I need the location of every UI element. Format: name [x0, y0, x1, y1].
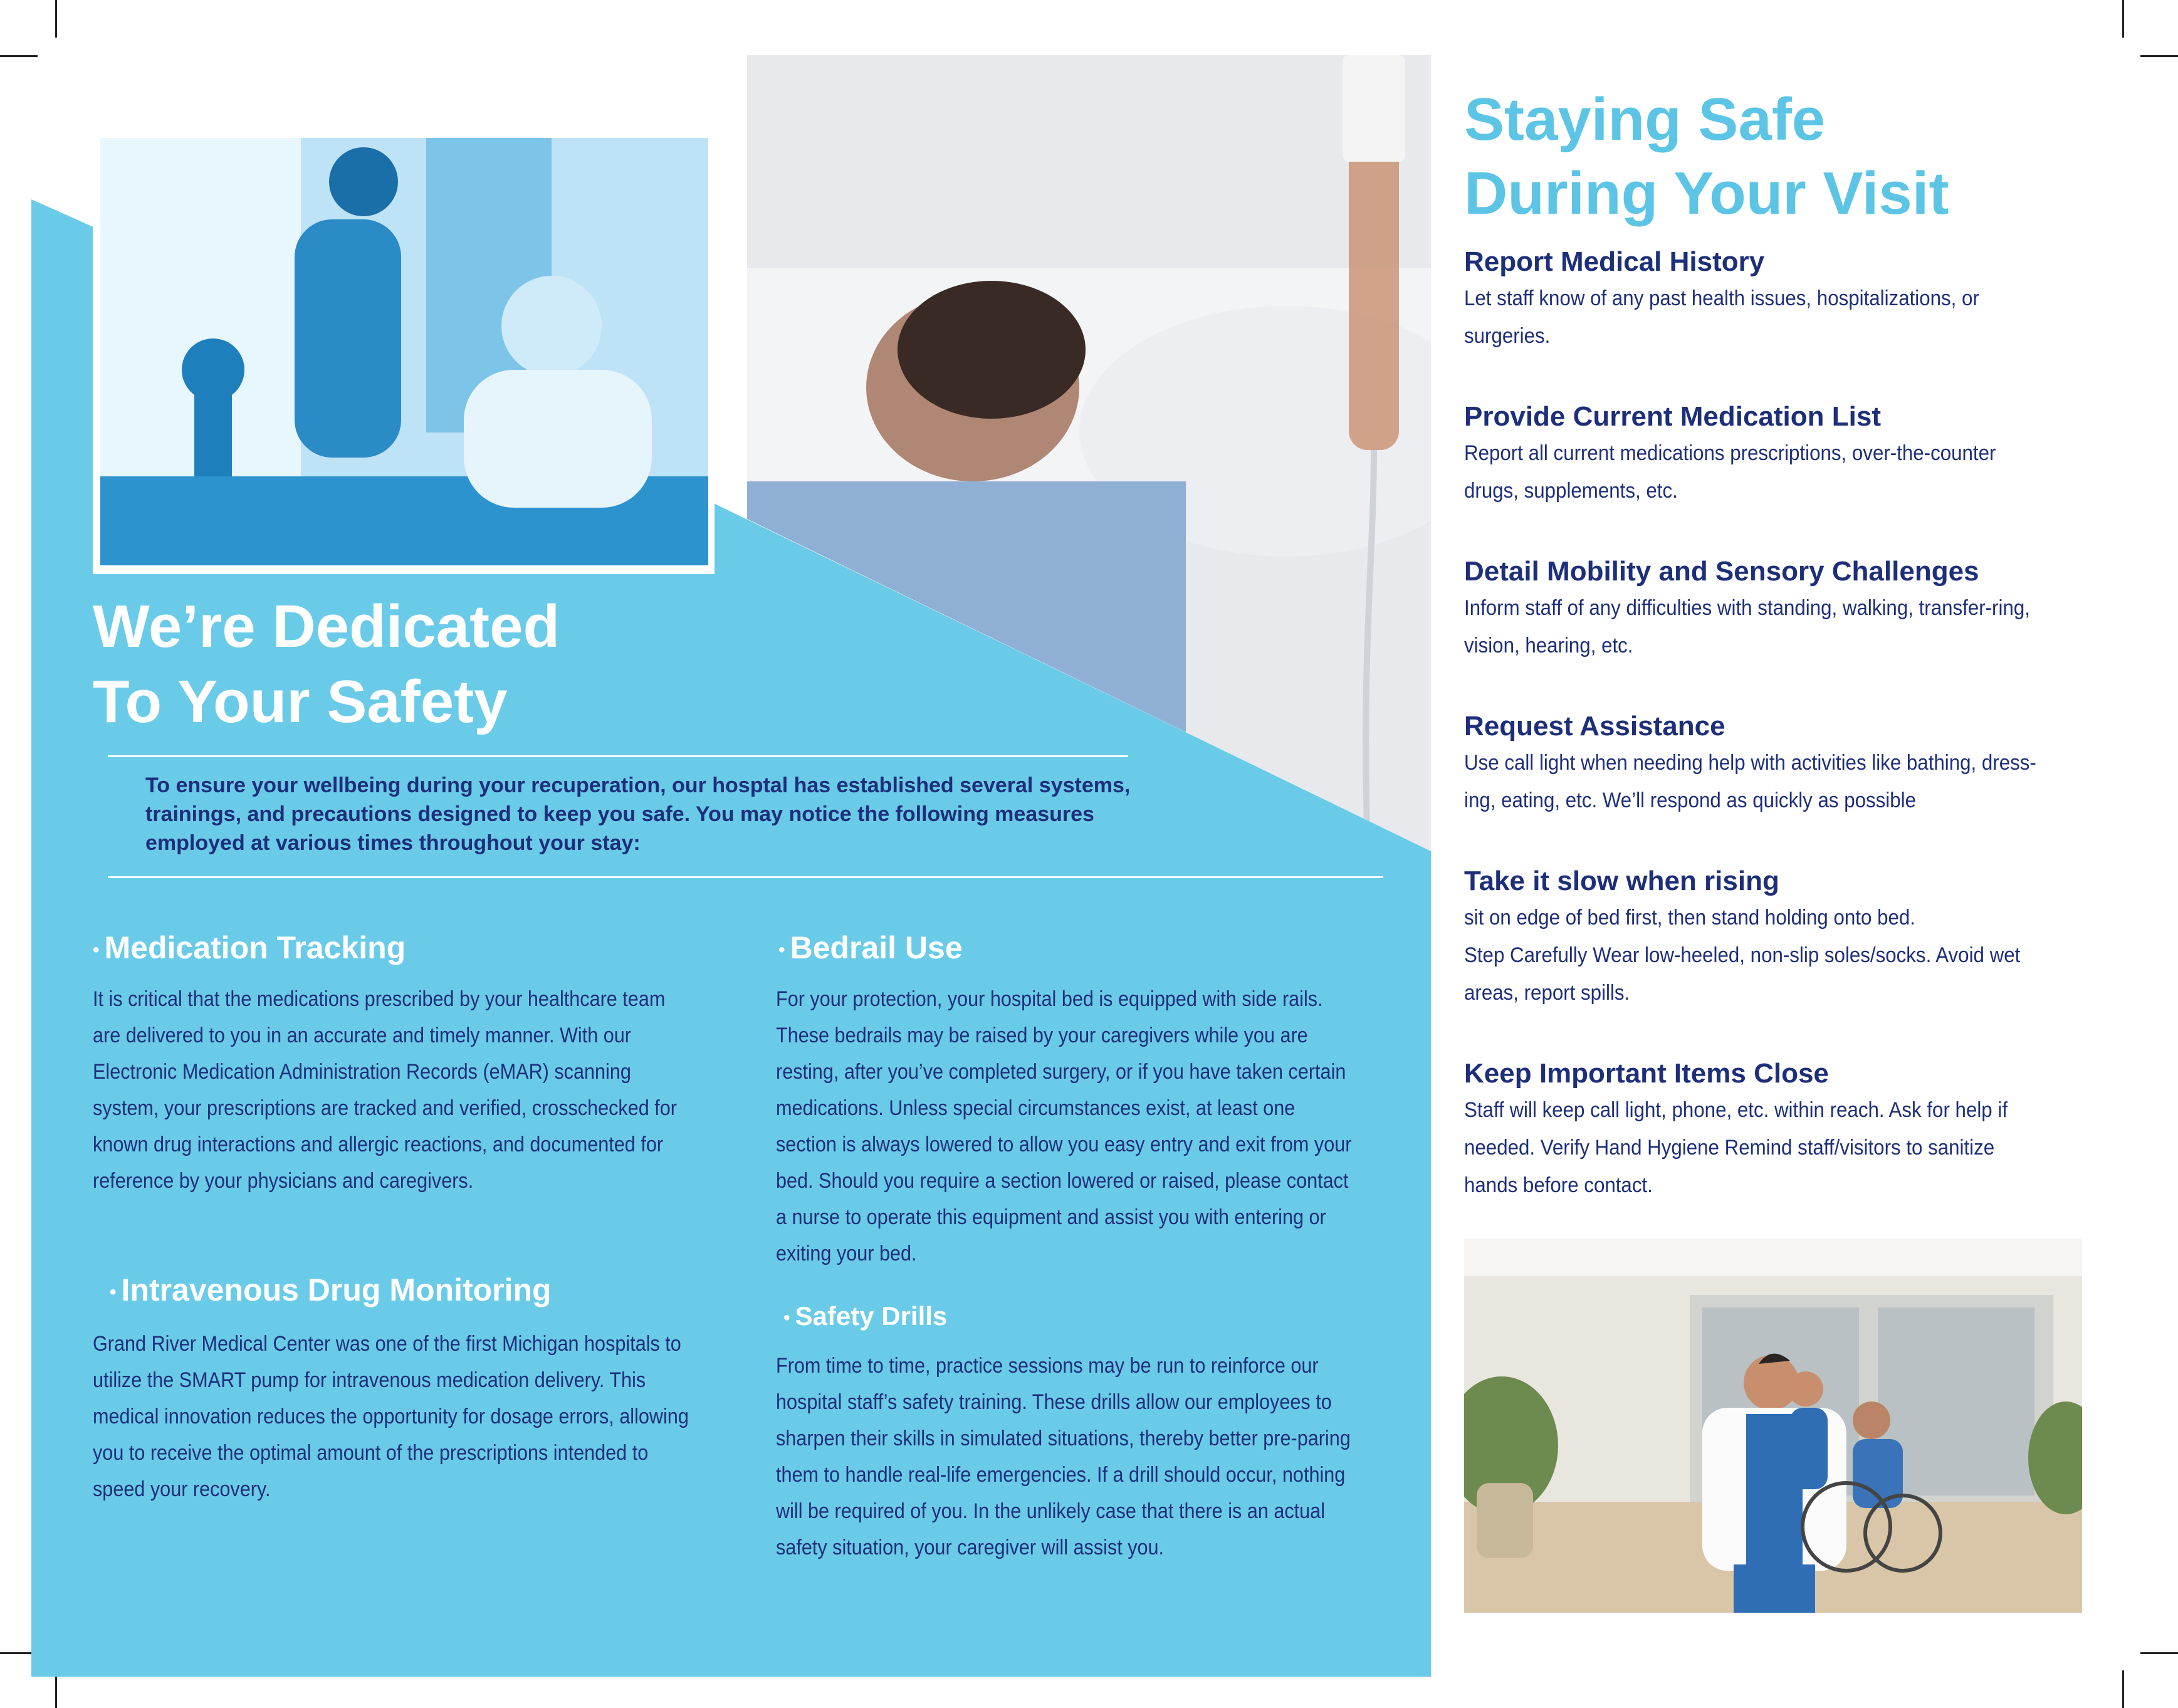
tip-body: Report all current medications prescriptions, over-the-counter drugs, supplements, etc. — [1464, 441, 1996, 503]
bullet-dot-icon: • — [93, 939, 100, 960]
bullet-dot-icon: • — [778, 939, 785, 960]
right-heading-line2: During Your Visit — [1464, 160, 1949, 227]
crop-mark-top-right-v — [2122, 0, 2124, 38]
left-heading-line2: To Your Safety — [93, 668, 508, 735]
left-heading — [93, 589, 560, 740]
tip-keep-items-close — [1464, 1056, 2091, 1204]
crop-mark-top-right-h — [2140, 55, 2178, 57]
tip-body: Staff will keep call light, phone, etc. within reach. Ask for help if needed. Verify Hand Hygiene Remind staff/visitors to sanitize hands before contact. — [1464, 1098, 2008, 1197]
bedrail-use-body: For your protection, your hospital bed is equipped with side rails. These bedrails may be raised by your caregivers while you are resting, after you’ve completed surgery, or if you have taken certain medications. Unless special circumstances exist, at least one section is always lowered to allow you easy entry and exit from your bed. Should you require a section lowered or raised, please contact a nurse to operate this equipment and assist you with entering or exiting your bed. — [776, 987, 1352, 1265]
doctor-illustration — [1464, 1239, 2082, 1613]
tip-take-it-slow — [1464, 864, 2091, 1012]
crop-mark-bottom-right-h — [2140, 1652, 2178, 1654]
safety-drills-title — [783, 1297, 947, 1337]
medication-tracking-title-text: Medication Tracking — [104, 930, 406, 965]
medication-tracking-body: It is critical that the medications prescribed by your healthcare team are delivered to you in an accurate and timely manner. With our Electronic Medication Administration Records (eMAR) scanning system, your prescriptions are tracked and verified, crosschecked for known drug interactions and allergic reactions, and documented for reference by your physicians and caregivers. — [93, 987, 677, 1193]
tip-title: Report Medical History — [1464, 246, 1765, 277]
iv-monitoring-title — [110, 1271, 552, 1311]
tip-body: sit on edge of bed first, then stand holding onto bed. — [1464, 906, 1915, 930]
tip-title: Request Assistance — [1464, 711, 1725, 741]
bullet-dot-icon: • — [110, 1281, 117, 1302]
right-heading-line1: Staying Safe — [1464, 86, 1826, 153]
tip-title: Provide Current Medication List — [1464, 401, 1881, 432]
intro-rule-top — [108, 755, 1128, 757]
tip-title: Take it slow when rising — [1464, 866, 1779, 896]
tip-body: Let staff know of any past health issues, hospitalizations, or surgeries. — [1464, 286, 1979, 348]
left-heading-line1: We’re Dedicated — [93, 593, 560, 660]
tip-report-medical-history — [1464, 244, 2091, 355]
bedrail-use-title — [778, 929, 963, 969]
intro-rule-bottom — [108, 876, 1383, 878]
tip-title: Keep Important Items Close — [1464, 1058, 1829, 1089]
iv-monitoring-title-text: Intravenous Drug Monitoring — [121, 1272, 552, 1307]
safety-drills-body: From time to time, practice sessions may be run to reinforce our hospital staff’s safety training. These drills allow our employees to sharpen their skills in simulated situations, thereby better pre-paring them to handle real-life emergencies. If a drill should occur, nothing will be required of you. In the unlikely case that there is an actual safety situation, your caregiver will assist you. — [776, 1354, 1351, 1559]
crop-mark-top-left-v — [55, 0, 57, 38]
bullet-dot-icon: • — [783, 1307, 790, 1328]
crop-mark-top-left-h — [0, 55, 38, 57]
tip-mobility-sensory — [1464, 554, 2091, 664]
tip-title: Detail Mobility and Sensory Challenges — [1464, 556, 1979, 587]
tip-body: Use call light when needing help with activities like bathing, dress-ing, eating, etc. We’ll respond as quickly as possible — [1464, 751, 2036, 812]
doctor-entrance-photo — [1464, 1239, 2082, 1613]
tip-body-step-carefully: Step Carefully Wear low-heeled, non-slip soles/socks. Avoid wet areas, report spills. — [1464, 943, 2021, 1005]
intro-paragraph: To ensure your wellbeing during your recuperation, our hosptal has established several systems, trainings, and precautions designed to keep you safe. You may notice the following measures employed at various times throughout your stay: — [145, 773, 1131, 855]
crop-mark-bottom-right-v — [2122, 1670, 2124, 1708]
nurse-and-patient-photo — [100, 138, 708, 565]
tip-request-assistance — [1464, 709, 2103, 819]
nurse-illustration — [100, 138, 708, 565]
iv-monitoring-body: Grand River Medical Center was one of the first Michigan hospitals to utilize the SMART pump for intravenous medication delivery. This medical innovation reduces the opportunity for dosage errors, allowing you to receive the optimal amount of the prescriptions intended to speed your recovery. — [93, 1332, 689, 1501]
tip-body: Inform staff of any difficulties with standing, walking, transfer-ring, vision, hearing, etc. — [1464, 596, 2030, 658]
medication-tracking-title — [93, 929, 406, 969]
right-heading — [1464, 83, 1949, 231]
safety-drills-title-text: Safety Drills — [795, 1301, 948, 1331]
bedrail-use-title-text: Bedrail Use — [790, 930, 963, 965]
tip-provide-medication-list — [1464, 399, 2091, 510]
